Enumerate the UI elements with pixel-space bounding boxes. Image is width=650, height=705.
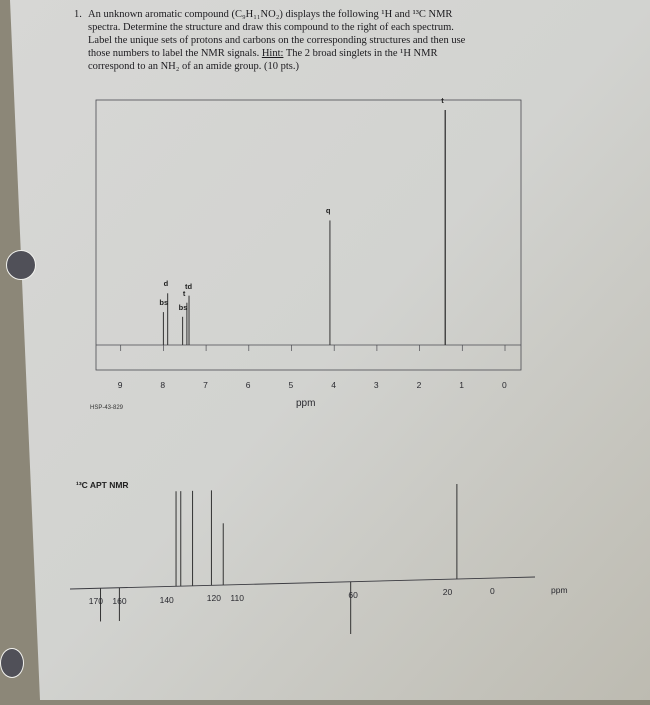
h-nmr-peak-label: td [185, 281, 193, 291]
h-nmr-peak-label: bs [159, 298, 169, 308]
h-nmr-tick-label: 5 [288, 380, 294, 390]
h-nmr-tick-label: 6 [245, 380, 251, 390]
c-nmr-tick-label: 20 [442, 587, 453, 598]
h-nmr-peak-label: d [163, 279, 169, 289]
h-nmr-tick-label: 1 [459, 380, 465, 390]
h-nmr-peak-label: q [325, 206, 331, 216]
h-nmr-tick-label: 3 [373, 380, 379, 390]
h-nmr-peak-label: t [182, 288, 186, 298]
h-nmr-tick-label: 9 [117, 380, 123, 390]
c-nmr-title: ¹³C APT NMR [76, 480, 129, 490]
c-nmr-tick-label: 110 [230, 592, 244, 603]
spectrum-id: HSP-43-829 [90, 405, 124, 411]
c-nmr-baseline [70, 577, 535, 589]
h-nmr-tick-label: 4 [331, 380, 336, 390]
question-line: spectra. Determine the structure and draw this compound to the right of each spectrum. [88, 22, 454, 33]
hint-label: Hint: [261, 48, 284, 59]
c-nmr-tick-label: 160 [112, 595, 127, 606]
question-line: An unknown aromatic compound (C₉H₁₁NO₂) displays the following ¹H and ¹³C NMR [88, 9, 453, 20]
question-line: those numbers to label the NMR signals. Hint: The 2 broad singlets in the ¹H NMR [88, 48, 438, 59]
question-line: correspond to an NH₂ of an amide group. (10 pts.) [88, 61, 299, 72]
h-nmr-tick-label: 2 [416, 380, 422, 390]
h-nmr-tick-label: 8 [160, 380, 166, 390]
c-nmr-tick-label: 140 [159, 594, 174, 605]
c-nmr-xlabel: ppm [551, 585, 568, 595]
question-line: Label the unique sets of protons and carbons on the corresponding structures and then use [88, 35, 466, 46]
c-nmr-tick-label: 0 [490, 585, 495, 596]
c-nmr-tick-label: 170 [88, 596, 103, 607]
question-number: 1. [74, 9, 82, 20]
h-nmr-tick-label: 0 [502, 380, 507, 390]
h-nmr-peak-label: bs [178, 302, 188, 312]
c-nmr-tick-label: 60 [348, 589, 358, 600]
h-nmr-peak-label: t [441, 96, 444, 105]
h-nmr-tick-label: 7 [203, 380, 208, 390]
c-nmr-tick-label: 120 [206, 593, 221, 604]
h-nmr-xlabel: ppm [296, 398, 316, 409]
